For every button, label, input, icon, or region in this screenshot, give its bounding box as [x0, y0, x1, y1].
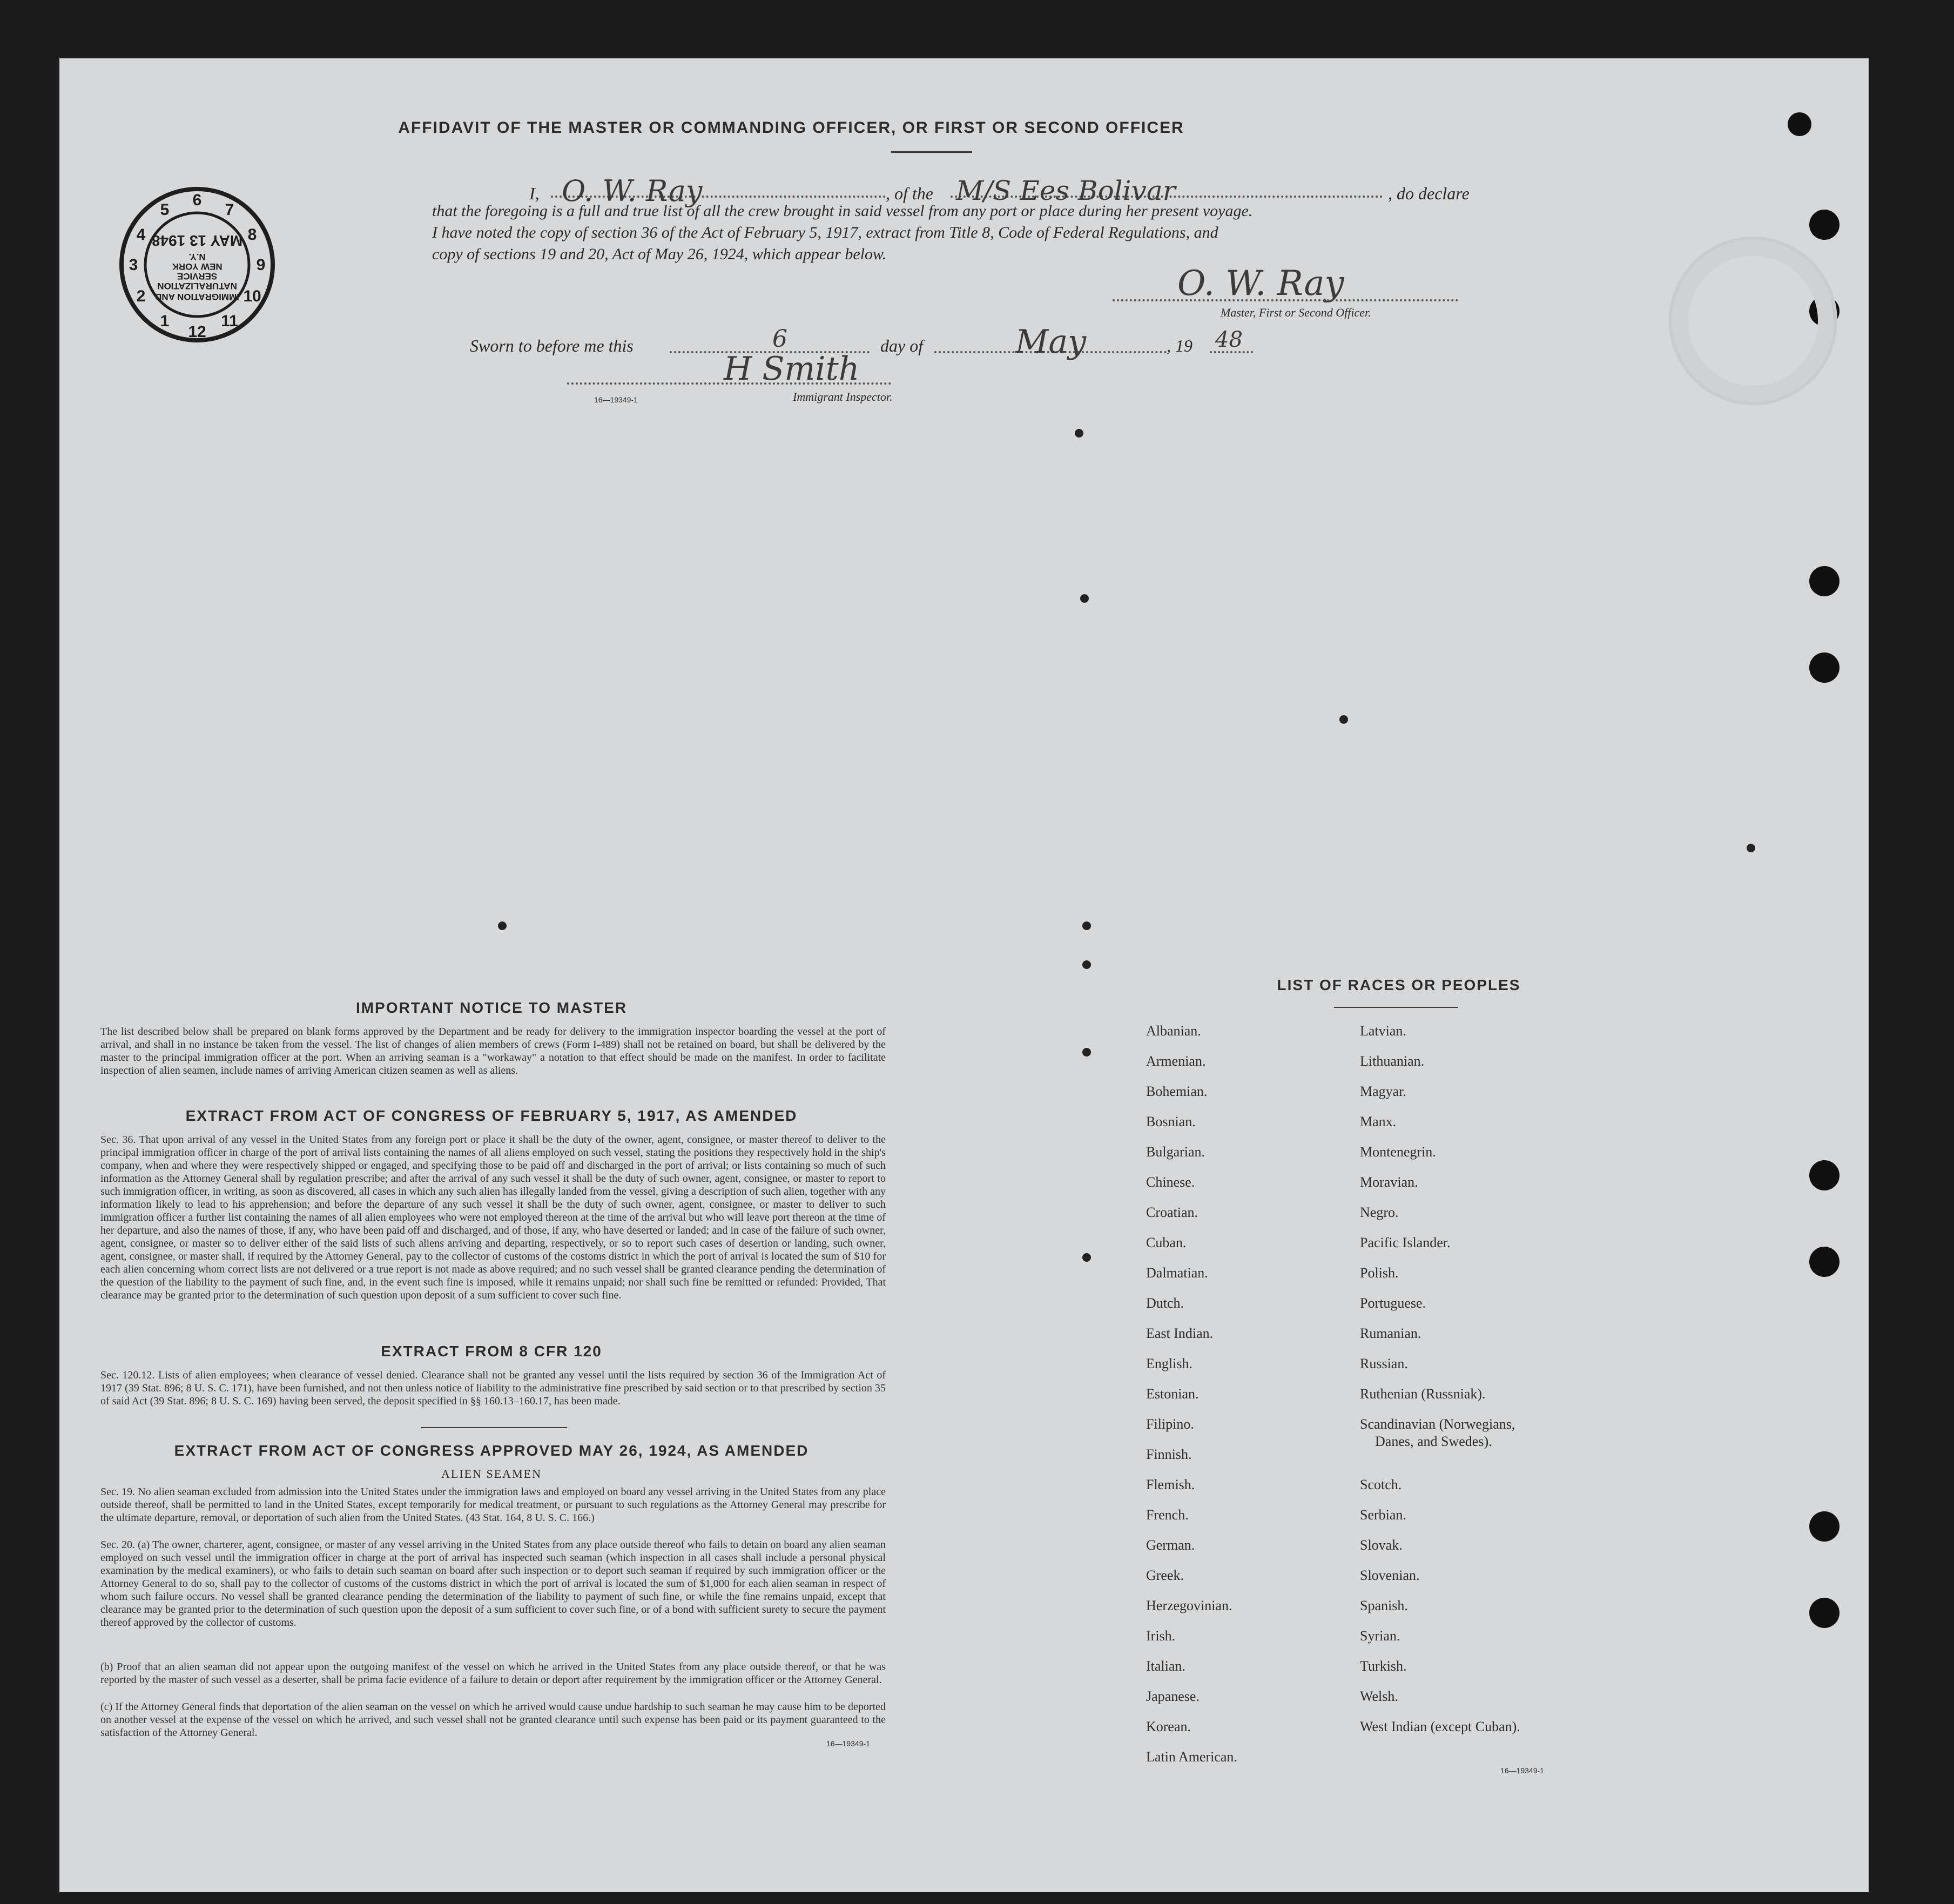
- form-sheet: [59, 58, 1869, 1892]
- race-item: Cuban.: [1146, 1235, 1187, 1250]
- race-item: Flemish.: [1146, 1477, 1195, 1492]
- svg-text:NATURALIZATION: NATURALIZATION: [157, 281, 237, 291]
- race-item: Scandinavian (Norwegians,: [1360, 1416, 1515, 1432]
- cfr-divider: [421, 1427, 567, 1428]
- svg-text:4: 4: [136, 226, 146, 244]
- sworn-line: [470, 323, 1280, 366]
- svg-text:SERVICE: SERVICE: [177, 271, 218, 281]
- master-signature: O. W. Ray: [1177, 264, 1344, 304]
- race-item: Slovak.: [1360, 1537, 1403, 1553]
- race-item: Spanish.: [1360, 1598, 1408, 1613]
- punch-hole: [1809, 1598, 1840, 1628]
- race-item: Turkish.: [1360, 1658, 1407, 1674]
- svg-text:6: 6: [192, 191, 202, 209]
- extract-cfr-text: Sec. 120.12. Lists of alien employees; when clearance of vessel denied. Clearance shall not be granted any vessel until the lists required by section 36 of the Immigration Act of 1917 (39 Stat. 896; 8 U. S. C. 171), have been furnished, and not then unless notice of liability to the administrative fine prescribed by said section or to that prescribed by section 35 of said Act (39 Stat. 896; 8 U. S. C. 169) having been served, the deposit specified in §§ 160.13–160.17, has been made.: [100, 1369, 886, 1407]
- declaration-line-3: I have noted the copy of section 36 of the Act of February 5, 1917, extract from Title 8, Code of Federal Regulations, and: [432, 224, 1218, 241]
- day-of-label: day of: [880, 336, 924, 355]
- extract-1924-sec20a: Sec. 20. (a) The owner, charterer, agent, consignee, or master of any vessel arriving in the United States from any place outside thereof who fails to detain on board any alien seaman employed on such vessel until the immigration officer in charge at the port of arrival has inspected such seaman (which inspection in all cases shall include a personal physical examination by the medical examiners), or who fails to detain such seaman on board after such inspection or to deport such seaman if required by such immigration officer or the Attorney General to do so, shall pay to the collector of customs of the customs district in which the port of arrival is located the sum of $1,000 for each alien seaman in respect of whom such failure occurs. No vessel shall be granted clearance pending the determination of the liability to payment of such fine, or while the fine remains unpaid, except that clearance may be granted prior to the determination of such question upon the deposit of a sum sufficient to cover such fine, or of a bond with sufficient surety to secure the payment thereof approved by the collector of customs.: [100, 1539, 886, 1629]
- punch-hole: [1809, 1160, 1840, 1190]
- declaration-line-4: copy of sections 19 and 20, Act of May 26, 1924, which appear below.: [432, 245, 887, 263]
- svg-text:N.Y.: N.Y.: [188, 252, 206, 262]
- extract-1917-text: Sec. 36. That upon arrival of any vessel in the United States from any foreign port or place it shall be the duty of the owner, agent, consignee, or master thereof to deliver to the principal immigration officer in charge of the port of arrival lists containing the names of all aliens employed on such vessel, stating the positions they respectively hold in the ship's company, when and where they were respectively shipped or engaged, and specifying those to be paid off and discharged in the port of arrival; or lists containing so much of such information as the Attorney General shall by regulation prescribe; and after the arrival of any such vessel it shall be the duty of such owner, agent, consignee, or master to report to such immigration officer, in writing, as soon as discovered, all cases in which any such alien has illegally landed from the vessel, giving a description of such alien, together with any information likely to lead to his apprehension; and before the departure of any such vessel it shall be the duty of such owner, agent, consignee, or master to deliver to such immigration officer a further list containing the names of all alien employees who were not employed thereon at the time of the arrival but who will leave port thereon at the time of her departure, and also the names of those, if any, who have been paid off and discharged, and of those, if any, who have deserted or landed; and in case of the failure of such owner, agent, consignee, or master so to deliver either of the said lists of such aliens arriving and departing, respectively, or so to report such cases of desertion or landing, such owner, agent, consignee, or master shall, if required by the Attorney General, pay to the collector of customs of the costoms district in which the port of arrival is located the sum of $10 for each alien concerning whom correct lists are not delivered or a true report is not made as above required; and no such vessel shall be granted clearance pending the determination of the question of the liability to the payment of such fine, and, in the event such fine is imposed, while it remains unpaid; nor shall such fine be remitted or refunded: Provided, That clearance may be granted prior to the determination of such question upon deposit of a sum sufficient to cover such fine.: [100, 1134, 886, 1301]
- race-item: Lithuanian.: [1360, 1053, 1425, 1069]
- extract-1924-sec20b: (b) Proof that an alien seaman did not appear upon the outgoing manifest of the vessel on which he arrived in the United States from any place outside thereof, or that he was reported by the master of such vessel as a deserter, shall be prima facie evidence of a failure to detain or deport after requirement by the immigration officer or the Attorney General.: [100, 1661, 886, 1686]
- race-item: Bohemian.: [1146, 1084, 1208, 1099]
- sworn-label: Sworn to before me this: [470, 336, 634, 355]
- ink-speck: [1339, 715, 1348, 724]
- race-item: Irish.: [1146, 1628, 1176, 1644]
- svg-text:10: 10: [243, 287, 261, 305]
- svg-text:7: 7: [225, 201, 234, 219]
- punch-hole: [1809, 1511, 1840, 1542]
- race-item: Magyar.: [1360, 1084, 1406, 1099]
- races-title: LIST OF RACES OR PEOPLES: [1277, 977, 1521, 993]
- race-item: Bosnian.: [1146, 1114, 1196, 1129]
- race-item: Finnish.: [1146, 1446, 1192, 1462]
- inspector-signature: H Smith: [724, 350, 860, 388]
- ink-speck: [1747, 844, 1755, 852]
- race-item: Moravian.: [1360, 1174, 1418, 1190]
- sworn-day: 6: [772, 325, 787, 353]
- punch-hole: [1809, 566, 1840, 596]
- svg-text:MAY 13 1948: MAY 13 1948: [151, 232, 243, 249]
- extract-1924-sec19: Sec. 19. No alien seaman excluded from admission into the United States under the immigration laws and employed on board any vessel arriving in the United States from any place outside thereof, shall be permitted to land in the United States, except temporarily for medical treatment, or pursuant to such regulations as the Attorney General may prescribe for the ultimate departure, removal, or deportation of such alien from the United States. (43 Stat. 164, 8 U. S. C. 166.): [100, 1486, 886, 1524]
- race-item: Polish.: [1360, 1265, 1399, 1281]
- race-item: Welsh.: [1360, 1688, 1398, 1704]
- form-number-top: 16—19349-1: [594, 395, 638, 404]
- notice-title: IMPORTANT NOTICE TO MASTER: [355, 999, 628, 1016]
- race-item: Armenian.: [1146, 1053, 1206, 1069]
- race-item: Dutch.: [1146, 1295, 1184, 1311]
- race-item: German.: [1146, 1537, 1195, 1553]
- do-declare-label: , do declare: [1388, 184, 1470, 203]
- races-underline: [1334, 1007, 1458, 1008]
- race-item: Albanian.: [1146, 1023, 1201, 1039]
- race-item: Pacific Islander.: [1360, 1235, 1451, 1250]
- ink-speck: [498, 921, 507, 930]
- race-item: Portuguese.: [1360, 1295, 1426, 1311]
- i-label: I,: [529, 184, 540, 203]
- punch-hole: [1809, 652, 1840, 683]
- race-item: Latvian.: [1360, 1023, 1406, 1039]
- race-item: Chinese.: [1146, 1174, 1195, 1190]
- race-item: Greek.: [1146, 1567, 1184, 1583]
- punch-hole: [1809, 210, 1840, 240]
- svg-text:5: 5: [160, 201, 170, 219]
- svg-text:8: 8: [247, 226, 257, 244]
- race-item-continued: Danes, and Swedes).: [1375, 1434, 1492, 1449]
- race-item: Russian.: [1360, 1356, 1408, 1371]
- ink-speck: [1082, 1253, 1091, 1262]
- race-item: Manx.: [1360, 1114, 1397, 1129]
- race-item: Scotch.: [1360, 1477, 1402, 1492]
- ink-speck: [1080, 594, 1089, 603]
- extract-1924-title: EXTRACT FROM ACT OF CONGRESS APPROVED MAY 26, 1924, AS AMENDED: [174, 1442, 809, 1459]
- form-number-left: 16—19349-1: [826, 1739, 870, 1748]
- race-item: Dalmatian.: [1146, 1265, 1208, 1281]
- ink-speck: [1082, 1048, 1091, 1057]
- race-item: Negro.: [1360, 1205, 1399, 1220]
- inspector-line: [567, 382, 891, 385]
- form-number-right: 16—19349-1: [1500, 1766, 1544, 1775]
- of-the-label: , of the: [886, 184, 933, 203]
- race-item: Herzegovinian.: [1146, 1598, 1232, 1613]
- declaration-line-2: that the foregoing is a full and true list of all the crew brought in said vessel from any port or place during her present voyage.: [432, 202, 1253, 220]
- races-column-1: [1146, 1023, 1351, 1779]
- race-item: Korean.: [1146, 1719, 1191, 1734]
- race-item: Bulgarian.: [1146, 1144, 1205, 1160]
- year-suffix: 48: [1215, 327, 1243, 352]
- race-item: English.: [1146, 1356, 1192, 1371]
- inspector-caption: Immigrant Inspector.: [793, 390, 893, 403]
- year-prefix: , 19: [1167, 336, 1192, 355]
- ink-speck: [1082, 960, 1091, 969]
- race-item: Slovenian.: [1360, 1567, 1420, 1583]
- ink-speck: [1075, 429, 1083, 438]
- master-name: O. W. Ray: [562, 174, 703, 208]
- extract-1924-sec20c: (c) If the Attorney General finds that deportation of the alien seaman on the vessel on which he arrived would cause undue hardship to such seaman he may cause him to be deported on another vessel at the expense of the vessel on which he arrived, and such vessel shall not be granted clearance until such expense has been paid or its payment guaranteed to the satisfaction of the Attorney General.: [100, 1701, 886, 1739]
- vessel-name: M/S Ees Bolivar: [956, 175, 1176, 206]
- race-item: Latin American.: [1146, 1749, 1237, 1765]
- embossed-seal: [1669, 237, 1837, 405]
- svg-text:11: 11: [221, 312, 238, 330]
- punch-hole: [1788, 112, 1811, 136]
- race-item: Serbian.: [1360, 1507, 1406, 1523]
- svg-text:3: 3: [129, 256, 138, 274]
- sworn-month: May: [1015, 323, 1087, 361]
- punch-hole: [1809, 1247, 1840, 1277]
- extract-cfr-title: EXTRACT FROM 8 CFR 120: [381, 1343, 602, 1360]
- svg-text:IMMIGRATION AND: IMMIGRATION AND: [155, 292, 239, 302]
- date-stamp-graphic: [116, 184, 278, 346]
- race-item: East Indian.: [1146, 1326, 1214, 1341]
- extract-1917-title: EXTRACT FROM ACT OF CONGRESS OF FEBRUARY 5, 1917, AS AMENDED: [185, 1107, 798, 1124]
- race-item: Italian.: [1146, 1658, 1185, 1674]
- race-item: Croatian.: [1146, 1205, 1198, 1220]
- race-item: Montenegrin.: [1360, 1144, 1436, 1160]
- date-stamp: [116, 184, 278, 346]
- race-item: French.: [1146, 1507, 1189, 1523]
- ink-speck: [1082, 921, 1091, 930]
- affidavit-title: AFFIDAVIT OF THE MASTER OR COMMANDING OFFICER, OR FIRST OR SECOND OFFICER: [398, 119, 1184, 137]
- title-underline: [891, 151, 972, 153]
- race-item: Ruthenian (Russniak).: [1360, 1386, 1486, 1402]
- svg-text:NEW YORK: NEW YORK: [172, 261, 223, 272]
- race-item: Estonian.: [1146, 1386, 1199, 1402]
- svg-text:9: 9: [256, 256, 266, 274]
- extract-1924-subtitle: ALIEN SEAMEN: [441, 1467, 542, 1481]
- race-item: Filipino.: [1146, 1416, 1194, 1432]
- race-item: Rumanian.: [1360, 1326, 1421, 1341]
- svg-text:1: 1: [160, 312, 170, 330]
- svg-text:12: 12: [188, 323, 206, 341]
- race-item: Syrian.: [1360, 1628, 1400, 1644]
- race-item: West Indian (except Cuban).: [1360, 1719, 1520, 1734]
- race-item: Japanese.: [1146, 1688, 1200, 1704]
- signature-line: [1113, 299, 1458, 301]
- notice-text: The list described below shall be prepared on blank forms approved by the Department and be ready for delivery to the immigration inspector boarding the vessel at the port of arrival, and shall in no instance be taken from the vessel. The list of changes of alien members of crews (Form I-489) shall not be retained on board, but shall be delivered by the master to the principal immigration officer at the port. When an arriving seaman is a "workaway" a notation to that effect should be made on the manifest. In order to facilitate inspection of alien seamen, include names of arriving American citizen seamen as well as aliens.: [100, 1026, 886, 1077]
- svg-text:2: 2: [136, 287, 146, 305]
- signature-caption: Master, First or Second Officer.: [1221, 306, 1371, 319]
- races-column-2: [1360, 1023, 1662, 1749]
